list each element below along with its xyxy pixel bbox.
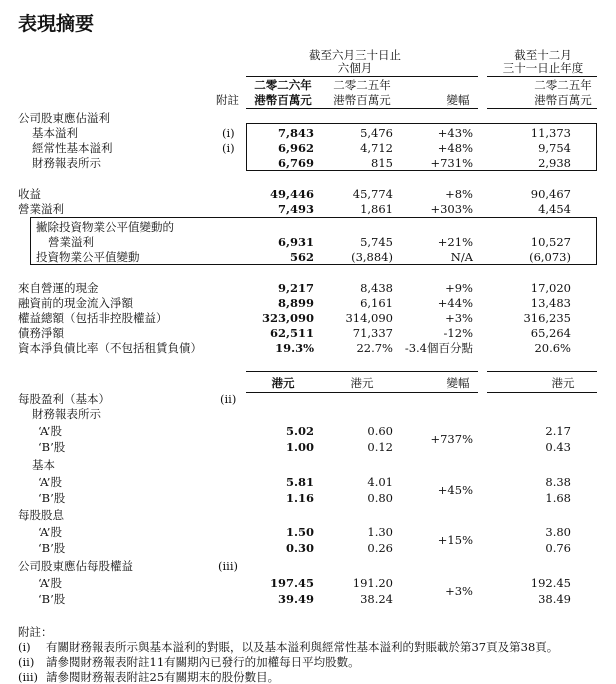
cell-2025: 4.01 [367, 475, 393, 489]
row-note: (ii) [220, 392, 237, 406]
row-label: 每股盈利（基本） [18, 392, 110, 406]
header-y2025: 二零二五年 [333, 78, 391, 92]
cell-change: -3.4個百分點 [404, 341, 473, 355]
header-y2026: 二零二六年 [254, 78, 312, 92]
cell-year: 17,020 [530, 281, 571, 295]
cell-2025: 71,337 [352, 326, 393, 340]
header-period-year-2: 三十一日止年度 [502, 61, 584, 75]
cell-year: 1.68 [545, 491, 571, 505]
row-label: 來自營運的現金 [18, 281, 99, 295]
row-label: 營業溢利 [48, 235, 94, 249]
cell-change: +8% [445, 187, 473, 201]
cell-change: +737% [430, 432, 473, 446]
row-label: ‘A’股 [38, 576, 62, 590]
notes-label: 附註： [18, 625, 53, 639]
row-label: 財務報表所示 [32, 407, 101, 421]
cell-2025: 38.24 [360, 592, 393, 606]
row-label: ‘B’股 [38, 440, 66, 454]
cell-year: 0.76 [545, 541, 571, 555]
cell-year: 8.38 [545, 475, 571, 489]
row-label: 債務淨額 [18, 326, 64, 340]
cell-2025: 5,476 [360, 126, 393, 140]
cell-year: 192.45 [530, 576, 571, 590]
cell-year: 9,754 [538, 141, 571, 155]
header-unit-2025: 港幣百萬元 [333, 93, 391, 107]
header-rule-bottom [246, 108, 478, 109]
cell-change: +9% [445, 281, 473, 295]
row-label: ‘B’股 [38, 592, 66, 606]
note-mark: (ii) [18, 655, 35, 669]
cell-2026: 5.81 [285, 475, 314, 489]
cell-change: N/A [450, 250, 473, 264]
cell-year: 10,527 [530, 235, 571, 249]
cell-year: 0.43 [545, 440, 571, 454]
header-hkd-year: 港元 [551, 376, 575, 390]
header-rule [246, 76, 478, 77]
cell-change: +3% [445, 311, 473, 325]
row-label: 權益總額（包括非控股權益） [18, 311, 168, 325]
cell-year: 2.17 [545, 424, 571, 438]
header-rule-bottom [487, 108, 597, 109]
cell-change: +303% [430, 202, 473, 216]
cell-year: 20.6% [534, 341, 571, 355]
note-mark: (iii) [18, 670, 39, 684]
cell-year: (6,073) [529, 250, 571, 264]
cell-change: +44% [437, 296, 473, 310]
note-text: 請參閱財務報表附註11有關期內已發行的加權每日平均股數。 [46, 655, 360, 669]
section-rule [246, 371, 478, 372]
cell-2025: 0.60 [367, 424, 393, 438]
cell-2026: 7,493 [277, 202, 314, 216]
row-label: 收益 [18, 187, 41, 201]
row-label: 每股股息 [18, 508, 64, 522]
row-label: 融資前的現金流入淨額 [18, 296, 133, 310]
row-label: 投資物業公平值變動 [36, 250, 140, 264]
cell-2026: 0.30 [285, 541, 314, 555]
cell-2026: 49,446 [269, 187, 314, 201]
header-period-six-2: 六個月 [337, 61, 373, 75]
note-mark: (i) [18, 640, 31, 654]
cell-2026: 5.02 [285, 424, 314, 438]
cell-2025: 22.7% [356, 341, 393, 355]
cell-2025: 191.20 [352, 576, 393, 590]
cell-2025: 5,745 [360, 235, 393, 249]
header-period-year: 截至十二月 [514, 48, 572, 62]
header-year-y2025: 二零二五年 [534, 78, 592, 92]
row-label: ‘A’股 [38, 424, 62, 438]
cell-2025: 815 [371, 156, 393, 170]
cell-2026: 197.45 [269, 576, 314, 590]
cell-2026: 8,899 [277, 296, 314, 310]
row-note: (i) [222, 126, 235, 140]
cell-2026: 1.00 [285, 440, 314, 454]
cell-2026: 19.3% [275, 341, 314, 355]
header-year-unit: 港幣百萬元 [534, 93, 592, 107]
header-period-six: 截至六月三十日止 [309, 48, 401, 62]
header-hkd-change: 變幅 [446, 376, 470, 390]
cell-2025: 1.30 [367, 525, 393, 539]
row-label: ‘A’股 [38, 525, 62, 539]
cell-year: 90,467 [530, 187, 571, 201]
section-rule-bottom [487, 392, 597, 393]
cell-change: +3% [445, 584, 473, 598]
cell-year: 13,483 [530, 296, 571, 310]
cell-2025: 6,161 [360, 296, 393, 310]
cell-change: -12% [443, 326, 473, 340]
row-note: (iii) [218, 559, 239, 573]
header-unit-2026: 港幣百萬元 [254, 93, 312, 107]
cell-change: +21% [437, 235, 473, 249]
cell-2026: 7,843 [277, 126, 314, 140]
row-label: 基本溢利 [32, 126, 78, 140]
header-rule [487, 76, 597, 77]
note-text: 有關財務報表所示與基本溢利的對賬，以及基本溢利與經常性基本溢利的對賬載於第37頁及第38頁。 [46, 640, 559, 654]
row-label: ‘B’股 [38, 491, 66, 505]
header-hkd-2026: 港元 [271, 376, 295, 390]
row-label: 資本淨負債比率（不包括租賃負債） [18, 341, 202, 355]
cell-2025: 8,438 [360, 281, 393, 295]
row-note: (i) [222, 141, 235, 155]
header-hkd-2025: 港元 [350, 376, 374, 390]
row-label: 財務報表所示 [32, 156, 101, 170]
row-label: ‘B’股 [38, 541, 66, 555]
cell-change: +45% [437, 483, 473, 497]
row-label: 撇除投資物業公平值變動的 [36, 220, 174, 234]
row-label: 經常性基本溢利 [32, 141, 113, 155]
row-label: 基本 [32, 458, 55, 472]
cell-2025: 4,712 [360, 141, 393, 155]
cell-2025: 0.12 [367, 440, 393, 454]
cell-2026: 6,769 [277, 156, 314, 170]
header-notes: 附註 [216, 93, 239, 107]
note-text: 請參閱財務報表附註25有關期末的股份數目。 [46, 670, 280, 684]
cell-change: +731% [430, 156, 473, 170]
cell-change: +15% [437, 533, 473, 547]
cell-2026: 1.50 [285, 525, 314, 539]
cell-2026: 6,962 [277, 141, 314, 155]
cell-2026: 9,217 [277, 281, 314, 295]
row-label: 公司股東應佔每股權益 [18, 559, 133, 573]
header-change: 變幅 [446, 93, 470, 107]
cell-2025: 45,774 [352, 187, 393, 201]
cell-2025: 0.26 [367, 541, 393, 555]
cell-2026: 323,090 [261, 311, 314, 325]
cell-change: +43% [437, 126, 473, 140]
row-label: ‘A’股 [38, 475, 62, 489]
cell-2026: 6,931 [277, 235, 314, 249]
cell-2025: (3,884) [351, 250, 393, 264]
cell-change: +48% [437, 141, 473, 155]
section-rule-bottom [246, 392, 478, 393]
cell-year: 4,454 [538, 202, 571, 216]
cell-year: 65,264 [530, 326, 571, 340]
cell-year: 2,938 [538, 156, 571, 170]
row-label: 公司股東應佔溢利 [18, 111, 110, 125]
page-title: 表現摘要 [18, 13, 95, 35]
cell-year: 11,373 [530, 126, 571, 140]
cell-year: 3.80 [545, 525, 571, 539]
row-label: 營業溢利 [18, 202, 64, 216]
cell-2025: 314,090 [345, 311, 393, 325]
cell-2025: 0.80 [367, 491, 393, 505]
cell-2026: 39.49 [277, 592, 314, 606]
cell-year: 316,235 [523, 311, 571, 325]
cell-2026: 562 [289, 250, 314, 264]
cell-2025: 1,861 [360, 202, 393, 216]
section-rule [487, 371, 597, 372]
cell-year: 38.49 [538, 592, 571, 606]
cell-2026: 1.16 [285, 491, 314, 505]
cell-2026: 62,511 [269, 326, 314, 340]
